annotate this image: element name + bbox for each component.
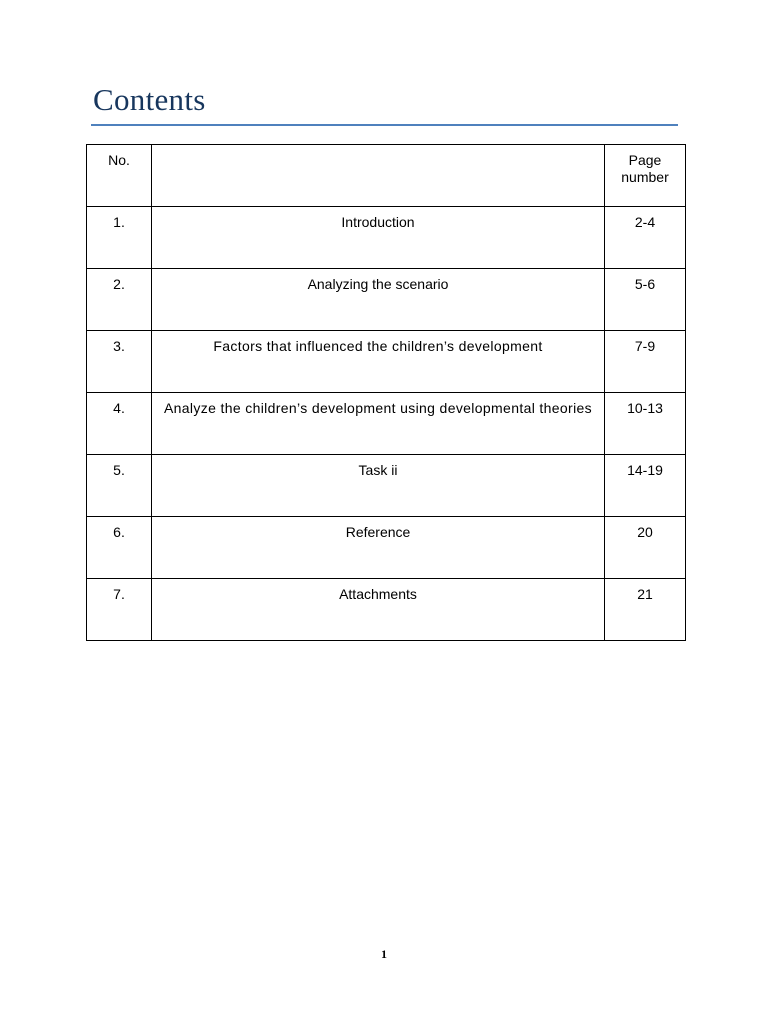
row-page: 14-19 (605, 455, 686, 517)
table-row (87, 517, 686, 579)
row-number: 3. (87, 331, 152, 393)
contents-table (86, 144, 686, 641)
row-page: 20 (605, 517, 686, 579)
table-row (87, 393, 686, 455)
header-page-number: Page number (605, 145, 686, 207)
table-header-row (87, 145, 686, 207)
row-page: 7-9 (605, 331, 686, 393)
row-number: 6. (87, 517, 152, 579)
row-number: 4. (87, 393, 152, 455)
page-title: Contents (93, 82, 206, 117)
header-no: No. (87, 145, 152, 207)
row-title: Introduction (152, 207, 605, 269)
row-page: 2-4 (605, 207, 686, 269)
table-row (87, 455, 686, 517)
header-title (152, 145, 605, 207)
title-underline (91, 124, 678, 126)
table-row (87, 331, 686, 393)
page-number: 1 (381, 947, 387, 961)
table-row (87, 269, 686, 331)
table-row (87, 579, 686, 641)
row-title: Reference (152, 517, 605, 579)
row-title: Attachments (152, 579, 605, 641)
row-number: 2. (87, 269, 152, 331)
row-page: 5-6 (605, 269, 686, 331)
row-title: Analyze the children’s development using developmental theories (152, 393, 605, 455)
row-page: 10-13 (605, 393, 686, 455)
row-title: Task ii (152, 455, 605, 517)
row-number: 5. (87, 455, 152, 517)
table-row (87, 207, 686, 269)
row-title: Factors that influenced the children’s development (152, 331, 605, 393)
row-title: Analyzing the scenario (152, 269, 605, 331)
row-page: 21 (605, 579, 686, 641)
row-number: 7. (87, 579, 152, 641)
row-number: 1. (87, 207, 152, 269)
